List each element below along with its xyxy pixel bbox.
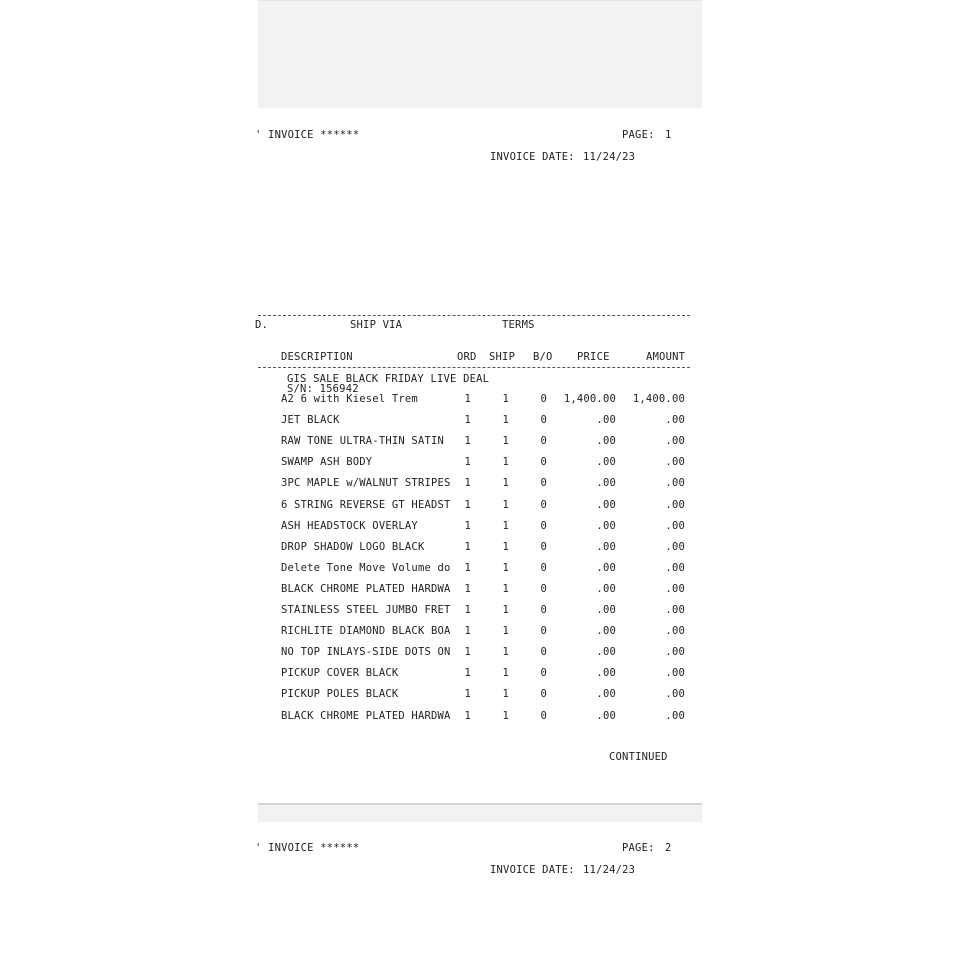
item-amount: .00	[665, 520, 685, 532]
page-label: PAGE:	[622, 842, 655, 854]
item-bo: 0	[540, 477, 547, 489]
item-price: .00	[596, 499, 616, 511]
item-description: Delete Tone Move Volume do	[281, 562, 451, 574]
item-ship: 1	[502, 477, 509, 489]
item-ship: 1	[502, 393, 509, 405]
item-ship: 1	[502, 520, 509, 532]
item-bo: 0	[540, 456, 547, 468]
item-amount: .00	[665, 710, 685, 722]
item-price: .00	[596, 688, 616, 700]
item-bo: 0	[540, 393, 547, 405]
item-description: ASH HEADSTOCK OVERLAY	[281, 520, 418, 532]
item-ord: 1	[464, 667, 471, 679]
item-description: BLACK CHROME PLATED HARDWA	[281, 710, 451, 722]
invoice-page-2	[255, 822, 702, 960]
item-bo: 0	[540, 499, 547, 511]
item-amount: .00	[665, 456, 685, 468]
item-amount: .00	[665, 667, 685, 679]
item-ship: 1	[502, 456, 509, 468]
item-bo: 0	[540, 646, 547, 658]
divider-line	[258, 367, 690, 368]
item-price: .00	[596, 583, 616, 595]
item-description: RAW TONE ULTRA-THIN SATIN	[281, 435, 445, 447]
item-bo: 0	[540, 667, 547, 679]
item-price: .00	[596, 456, 616, 468]
item-price: .00	[596, 435, 616, 447]
item-price: .00	[596, 604, 616, 616]
item-price: .00	[596, 414, 616, 426]
item-ord: 1	[464, 625, 471, 637]
item-price: 1,400.00	[563, 393, 616, 405]
item-description: 3PC MAPLE w/WALNUT STRIPES	[281, 477, 451, 489]
item-ord: 1	[464, 477, 471, 489]
item-ord: 1	[464, 456, 471, 468]
viewer-gap-top	[258, 0, 702, 109]
item-ship: 1	[502, 667, 509, 679]
item-price: .00	[596, 520, 616, 532]
invoice-date-value: 11/24/23	[583, 151, 636, 163]
serial-number: S/N: 156942	[287, 383, 359, 395]
column-header-amount: AMOUNT	[646, 351, 686, 363]
deal-title: GIS SALE BLACK FRIDAY LIVE DEAL	[287, 373, 490, 385]
item-price: .00	[596, 477, 616, 489]
item-bo: 0	[540, 520, 547, 532]
page-label: PAGE:	[622, 129, 655, 141]
item-amount: .00	[665, 688, 685, 700]
column-header-ord: ORD	[457, 351, 477, 363]
item-ship: 1	[502, 688, 509, 700]
item-ship: 1	[502, 541, 509, 553]
item-price: .00	[596, 710, 616, 722]
item-description: DROP SHADOW LOGO BLACK	[281, 541, 425, 553]
item-description: PICKUP COVER BLACK	[281, 667, 399, 679]
item-ship: 1	[502, 562, 509, 574]
item-description: 6 STRING REVERSE GT HEADST	[281, 499, 451, 511]
item-ord: 1	[464, 541, 471, 553]
item-ord: 1	[464, 646, 471, 658]
item-description: STAINLESS STEEL JUMBO FRET	[281, 604, 451, 616]
terms-label: TERMS	[502, 319, 535, 331]
item-description: JET BLACK	[281, 414, 340, 426]
item-bo: 0	[540, 710, 547, 722]
page-number: 1	[665, 129, 672, 141]
item-bo: 0	[540, 604, 547, 616]
page-number: 2	[665, 842, 672, 854]
item-price: .00	[596, 667, 616, 679]
item-ord: 1	[464, 604, 471, 616]
divider-line	[258, 315, 690, 316]
item-amount: .00	[665, 477, 685, 489]
item-ord: 1	[464, 520, 471, 532]
item-description: RICHLITE DIAMOND BLACK BOA	[281, 625, 451, 637]
item-ship: 1	[502, 583, 509, 595]
invoice-date-label: INVOICE DATE:	[490, 864, 575, 876]
item-amount: .00	[665, 414, 685, 426]
item-amount: .00	[665, 646, 685, 658]
item-ship: 1	[502, 646, 509, 658]
item-bo: 0	[540, 414, 547, 426]
item-amount: .00	[665, 499, 685, 511]
item-ship: 1	[502, 604, 509, 616]
item-price: .00	[596, 541, 616, 553]
item-ord: 1	[464, 414, 471, 426]
item-description: A2 6 with Kiesel Trem	[281, 393, 418, 405]
item-description: BLACK CHROME PLATED HARDWA	[281, 583, 451, 595]
item-ord: 1	[464, 393, 471, 405]
item-ship: 1	[502, 710, 509, 722]
invoice-date-label: INVOICE DATE:	[490, 151, 575, 163]
column-header-price: PRICE	[577, 351, 610, 363]
item-ship: 1	[502, 625, 509, 637]
item-price: .00	[596, 646, 616, 658]
item-amount: .00	[665, 583, 685, 595]
item-ord: 1	[464, 710, 471, 722]
item-ord: 1	[464, 583, 471, 595]
item-amount: .00	[665, 625, 685, 637]
invoice-title: ' INVOICE ******	[255, 129, 360, 141]
item-amount: .00	[665, 562, 685, 574]
item-price: .00	[596, 562, 616, 574]
item-amount: .00	[665, 604, 685, 616]
item-ship: 1	[502, 499, 509, 511]
column-header-description: DESCRIPTION	[281, 351, 353, 363]
item-bo: 0	[540, 688, 547, 700]
ship-via-label: SHIP VIA	[350, 319, 403, 331]
item-ord: 1	[464, 499, 471, 511]
ship-header-fragment: D.	[255, 319, 269, 331]
item-bo: 0	[540, 541, 547, 553]
continued-label: CONTINUED	[609, 751, 668, 763]
item-amount: .00	[665, 541, 685, 553]
item-bo: 0	[540, 583, 547, 595]
invoice-date-value: 11/24/23	[583, 864, 636, 876]
item-bo: 0	[540, 625, 547, 637]
item-description: PICKUP POLES BLACK	[281, 688, 399, 700]
item-ord: 1	[464, 562, 471, 574]
item-amount: .00	[665, 435, 685, 447]
item-description: SWAMP ASH BODY	[281, 456, 373, 468]
item-amount: 1,400.00	[632, 393, 685, 405]
item-ord: 1	[464, 435, 471, 447]
invoice-page-1	[255, 108, 702, 803]
column-header-ship: SHIP	[489, 351, 516, 363]
viewer-gap-between-pages	[258, 803, 702, 824]
item-bo: 0	[540, 435, 547, 447]
item-ship: 1	[502, 435, 509, 447]
invoice-title: ' INVOICE ******	[255, 842, 360, 854]
item-ord: 1	[464, 688, 471, 700]
item-price: .00	[596, 625, 616, 637]
item-ship: 1	[502, 414, 509, 426]
item-bo: 0	[540, 562, 547, 574]
column-header-bo: B/O	[533, 351, 553, 363]
item-description: NO TOP INLAYS-SIDE DOTS ON	[281, 646, 451, 658]
document-viewer[interactable]	[255, 0, 702, 960]
